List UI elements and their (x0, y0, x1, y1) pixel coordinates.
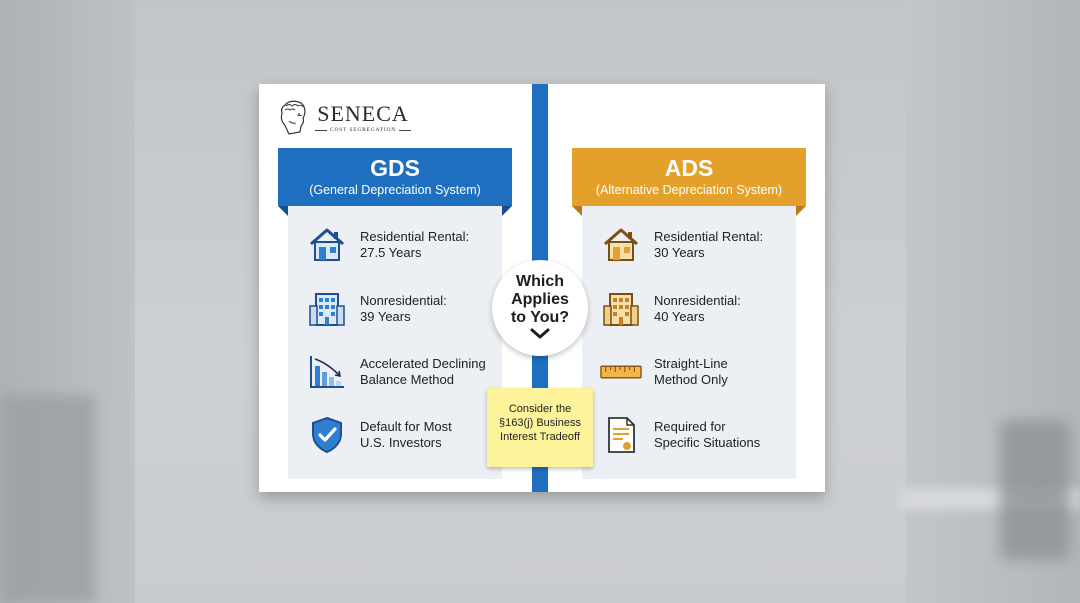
ads-item-line2: Method Only (654, 372, 728, 387)
gds-item-line2: 27.5 Years (360, 245, 422, 260)
ads-title: ADS (664, 155, 714, 181)
banner-fold (796, 206, 806, 216)
gds-item-nonresidential (288, 287, 502, 331)
gds-item-method (288, 350, 502, 394)
banner-fold (572, 206, 582, 216)
blurred-chair (0, 395, 95, 603)
ads-item-line1: Straight-Line (654, 356, 728, 371)
ads-panel (582, 206, 796, 479)
office-building-icon (600, 289, 642, 329)
poster (259, 84, 825, 492)
house-icon (600, 225, 642, 265)
ads-item-line2: 40 Years (654, 309, 705, 324)
declining-chart-icon (306, 352, 348, 392)
house-icon (306, 225, 348, 265)
ads-banner (572, 148, 806, 206)
gds-item-line1: Accelerated Declining (360, 356, 486, 371)
office-building-icon (306, 289, 348, 329)
shield-check-icon (306, 415, 348, 455)
gds-item-line2: Balance Method (360, 372, 454, 387)
sticky-note: Consider the §163(j) Business Interest Tradeoff (487, 388, 593, 467)
logo-subtitle: COST SEGREGATION (312, 127, 414, 133)
gds-item-default (288, 413, 502, 457)
gds-item-residential (288, 223, 502, 267)
chevron-down-icon (529, 327, 551, 341)
seneca-logo (277, 98, 414, 138)
gds-banner (278, 148, 512, 206)
banner-fold (502, 206, 512, 216)
ads-item-required (582, 413, 796, 457)
ads-item-residential (582, 223, 796, 267)
gds-item-line1: Residential Rental: (360, 229, 470, 244)
ads-subtitle: (Alternative Depreciation System) (595, 183, 783, 197)
ads-item-line2: Specific Situations (654, 435, 761, 450)
gds-panel (288, 206, 502, 479)
background-right-room (906, 0, 1080, 603)
which-applies-badge (492, 260, 588, 356)
ads-item-method (582, 350, 796, 394)
gds-item-line1: Nonresidential: (360, 293, 447, 308)
seneca-bust-icon (277, 99, 309, 137)
ads-item-line1: Nonresidential: (654, 293, 741, 308)
ads-item-line1: Required for (654, 419, 726, 434)
gds-item-line2: 39 Years (360, 309, 411, 324)
ads-item-line2: 30 Years (654, 245, 705, 260)
center-question: Which Applies to You? (510, 273, 570, 326)
ads-item-line1: Residential Rental: (654, 229, 764, 244)
logo-name: SENECA (317, 101, 409, 126)
gds-subtitle: (General Depreciation System) (309, 183, 481, 197)
ruler-icon (600, 352, 642, 392)
banner-fold (278, 206, 288, 216)
document-icon (600, 415, 642, 455)
gds-item-line1: Default for Most (360, 419, 452, 434)
background-left-room (0, 0, 135, 603)
ads-item-nonresidential (582, 287, 796, 331)
blurred-chair (1000, 420, 1070, 560)
gds-title: GDS (370, 155, 420, 181)
gds-item-line2: U.S. Investors (360, 435, 442, 450)
